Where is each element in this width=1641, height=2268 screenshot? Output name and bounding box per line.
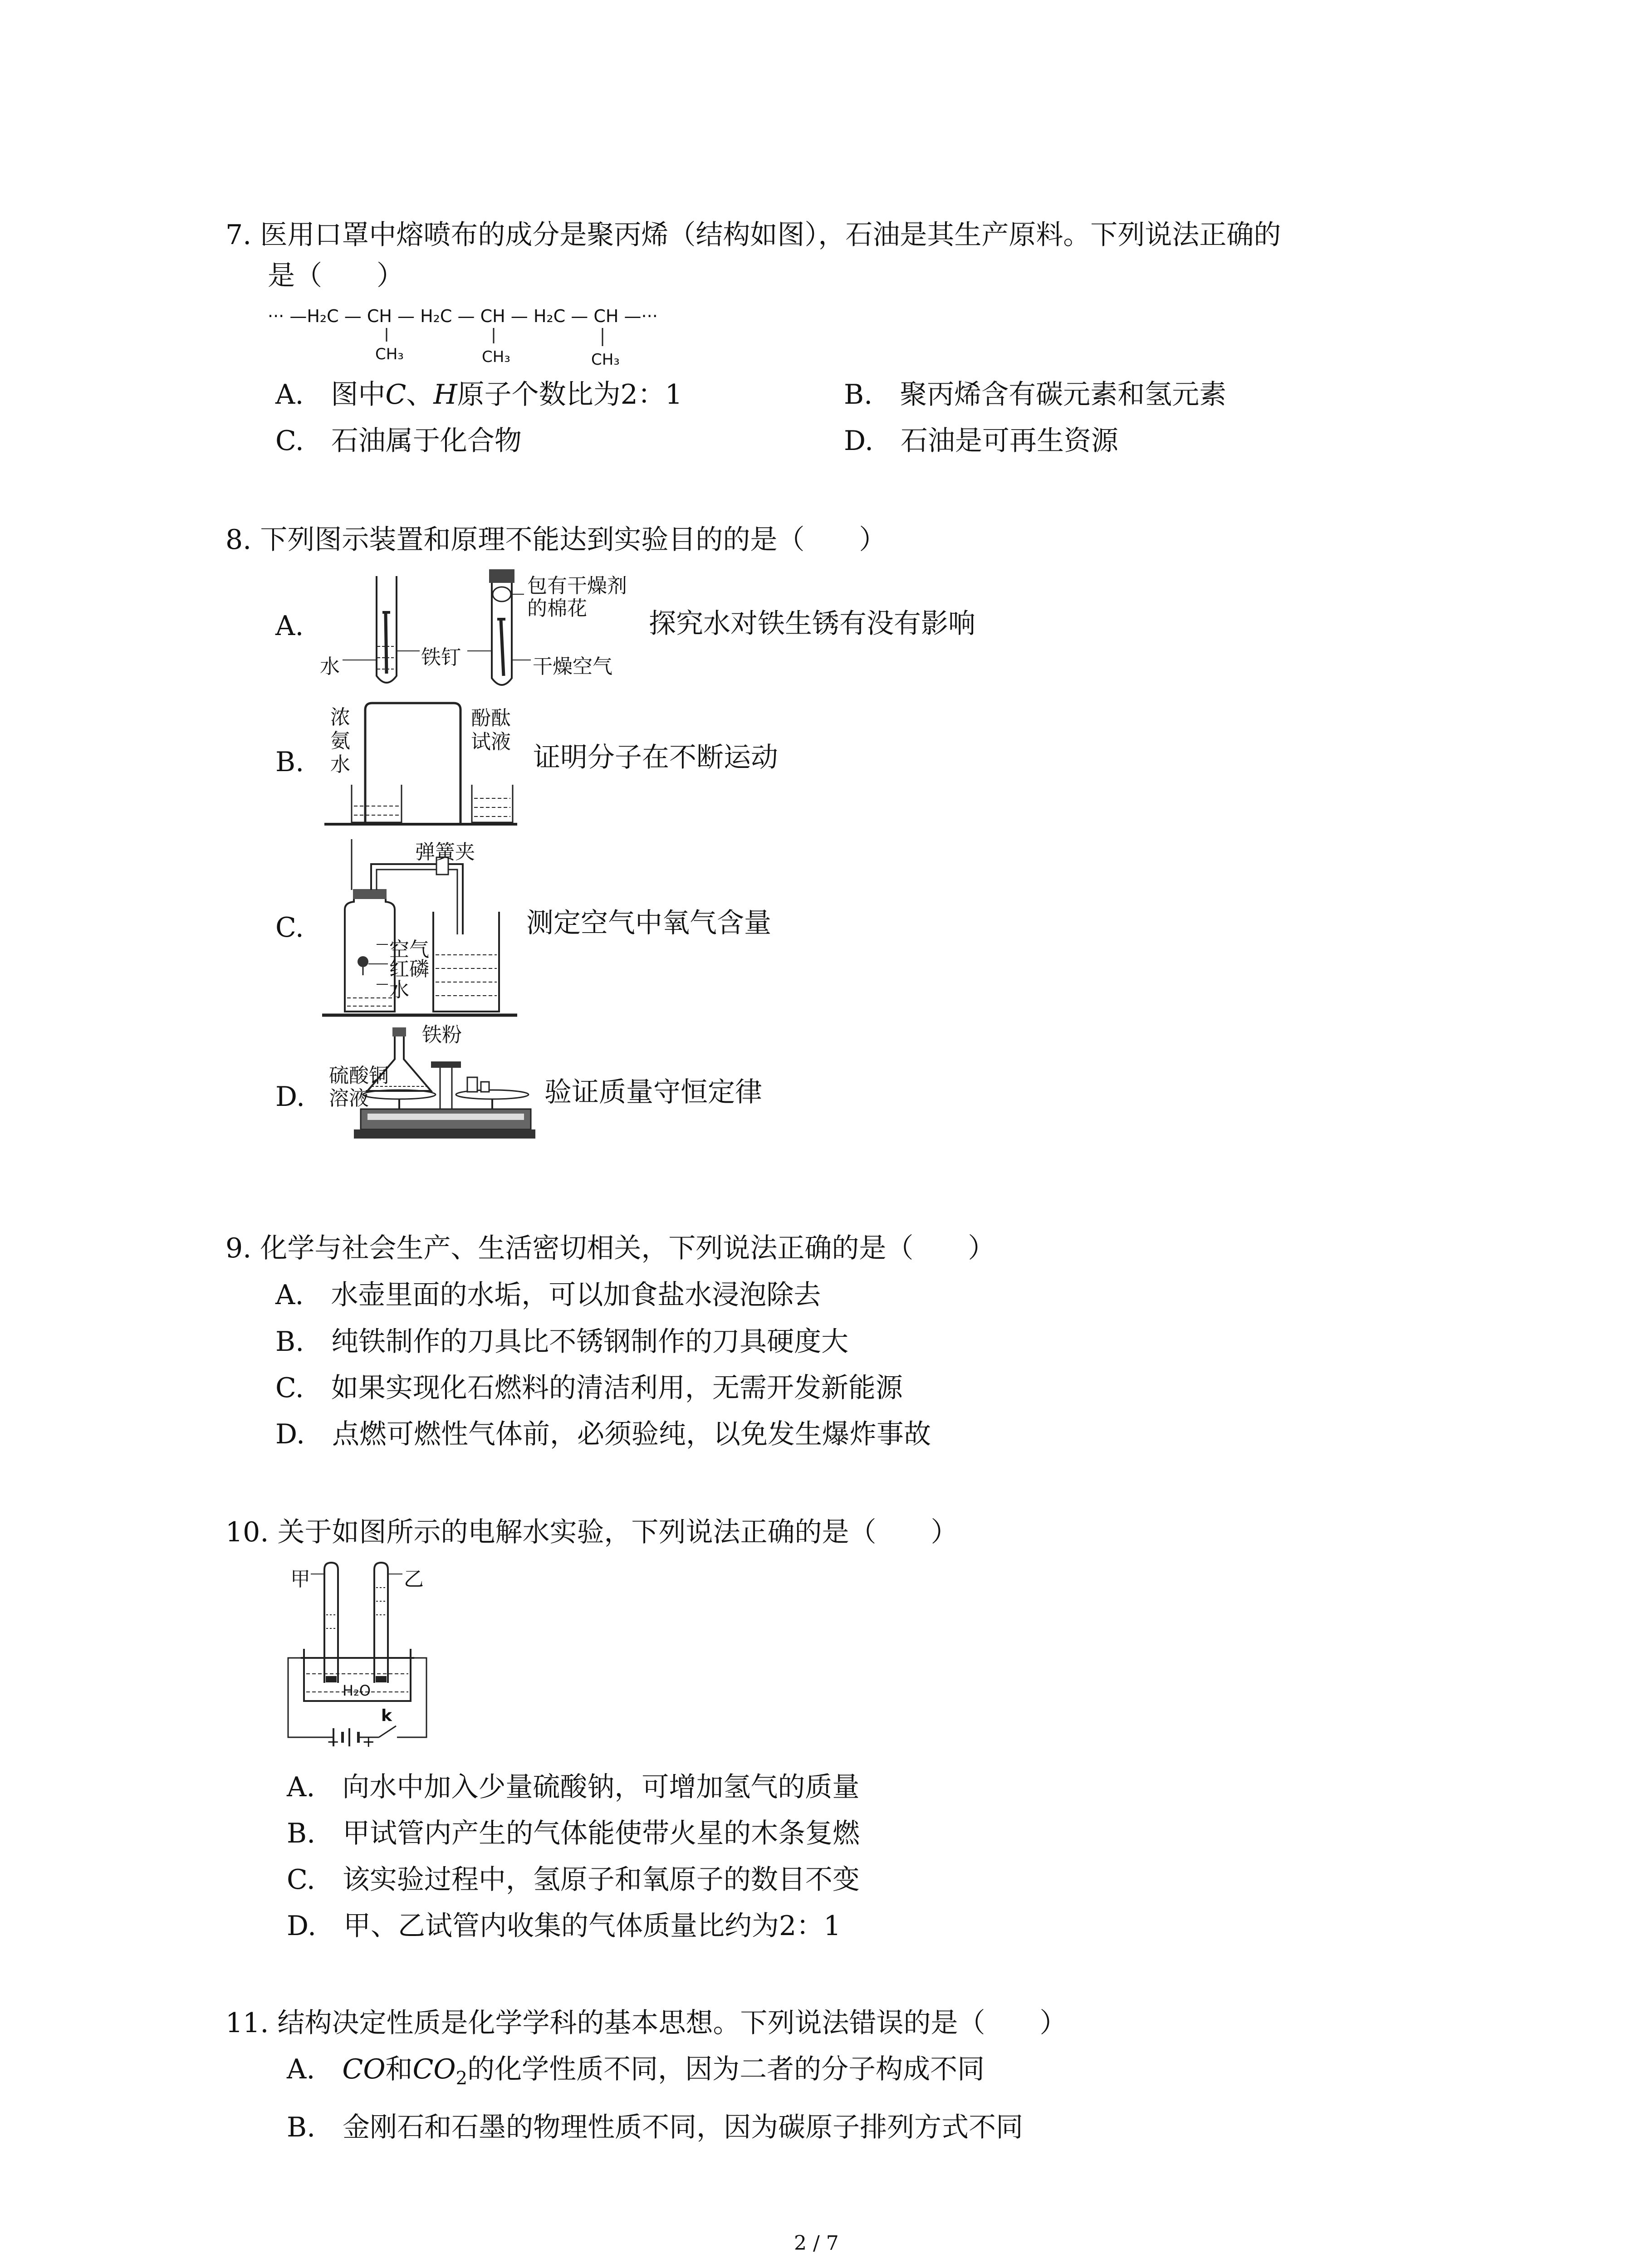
label-air: 空气: [389, 938, 429, 961]
label-iron-powder: 铁粉: [422, 1023, 462, 1046]
q8-option-d-letter: D.: [275, 1081, 305, 1113]
q7-stem-line1: 7. 医用口罩中熔喷布的成分是聚丙烯（结构如图），石油是其生产原料。下列说法正确的: [225, 219, 1281, 251]
label-ammonia-2: 氨: [330, 729, 350, 753]
label-dry-air: 干燥空气: [533, 655, 612, 678]
q10-option-a: A. 向水中加入少量硫酸钠，可增加氢气的质量: [287, 1771, 860, 1803]
label-phenolphthalein-2: 试液: [471, 730, 511, 753]
polypropylene-chain: ··· —H₂C — CH — H₂C — CH — H₂C — CH —···: [268, 306, 658, 326]
methyl-branch-1: CH₃: [375, 345, 404, 363]
q7-option-a: A. 图中C、H原子个数比为2：1: [275, 379, 683, 411]
label-tube-yi: 乙: [404, 1568, 424, 1591]
label-tube-jia: 甲: [290, 1568, 310, 1591]
q11-option-a: A. CO和$CO_2$的化学性质不同，因为二者的分子构成不同: [287, 2053, 985, 2089]
q8-option-d-text: 验证质量守恒定律: [544, 1076, 762, 1108]
q10-stem: 10. 关于如图所示的电解水实验，下列说法正确的是（ ）: [225, 1516, 958, 1548]
oxygen-content-figure: [318, 839, 522, 1025]
label-cuso4-line2: 溶液: [329, 1087, 369, 1110]
label-cotton-line2: 的棉花: [527, 597, 587, 620]
q7-option-d: D. 石油是可再生资源: [844, 425, 1119, 457]
q8-option-b-letter: B.: [275, 746, 304, 778]
option-letter: A.: [287, 2053, 315, 2085]
molecule-motion-figure: [318, 701, 522, 837]
label-red-phosphorus: 红磷: [389, 958, 429, 981]
q9-stem: 9. 化学与社会生产、生活密切相关，下列说法正确的是（ ）: [225, 1232, 995, 1264]
methyl-branch-2: CH₃: [482, 348, 510, 366]
label-positive: +: [362, 1733, 375, 1751]
q11-option-b: B. 金刚石和石墨的物理性质不同，因为碳原子排列方式不同: [287, 2112, 1024, 2143]
methyl-branch-3: CH₃: [591, 351, 620, 369]
label-switch-k: k: [381, 1706, 392, 1725]
q7-option-c: C. 石油属于化合物: [275, 425, 522, 457]
q10-option-d: D. 甲、乙试管内收集的气体质量比约为2：1: [287, 1910, 841, 1942]
q9-option-a: A. 水壶里面的水垢，可以加食盐水浸泡除去: [275, 1279, 821, 1311]
label-iron-nail: 铁钉: [421, 646, 461, 669]
page-number: 2 / 7: [794, 2232, 839, 2255]
electrolysis-figure: [279, 1560, 460, 1751]
q9-option-b: B. 纯铁制作的刀具比不锈钢制作的刀具硬度大: [275, 1326, 849, 1358]
label-h2o: H₂O: [343, 1682, 371, 1699]
label-ammonia-1: 浓: [330, 706, 350, 729]
q7-option-b: B. 聚丙烯含有碳元素和氢元素: [844, 379, 1227, 411]
rusting-experiment-figure: [318, 569, 644, 696]
label-phenolphthalein-1: 酚酞: [471, 707, 511, 730]
q7-stem-line2: 是（ ）: [268, 260, 404, 292]
label-spring-clamp: 弹簧夹: [415, 841, 475, 864]
q9-option-d: D. 点燃可燃性气体前，必须验纯，以免发生爆炸事故: [275, 1418, 931, 1450]
q9-option-c: C. 如果实现化石燃料的清洁利用，无需开发新能源: [275, 1372, 903, 1404]
polypropylene-structure: [268, 302, 685, 370]
q8-option-b-text: 证明分子在不断运动: [533, 742, 778, 773]
label-water-c: 水: [389, 978, 409, 1002]
q11-stem: 11. 结构决定性质是化学学科的基本思想。下列说法错误的是（ ）: [225, 2007, 1067, 2039]
label-water: 水: [320, 655, 340, 678]
q8-option-a-text: 探究水对铁生锈有没有影响: [649, 608, 975, 640]
q10-option-c: C. 该实验过程中，氢原子和氧原子的数目不变: [287, 1864, 860, 1896]
q8-option-c-letter: C.: [275, 912, 304, 943]
q10-option-b: B. 甲试管内产生的气体能使带火星的木条复燃: [287, 1818, 860, 1849]
mass-conservation-figure: [318, 1023, 535, 1141]
label-negative: −: [327, 1733, 340, 1751]
label-cotton-line1: 包有干燥剂: [527, 574, 627, 597]
label-ammonia-3: 水: [330, 753, 350, 776]
q8-option-c-text: 测定空气中氧气含量: [526, 907, 771, 939]
q8-stem: 8. 下列图示装置和原理不能达到实验目的的是（ ）: [225, 524, 887, 556]
q8-option-a-letter: A.: [275, 610, 304, 642]
option-letter: A.: [275, 379, 304, 411]
label-cuso4-line1: 硫酸铜: [329, 1064, 389, 1087]
